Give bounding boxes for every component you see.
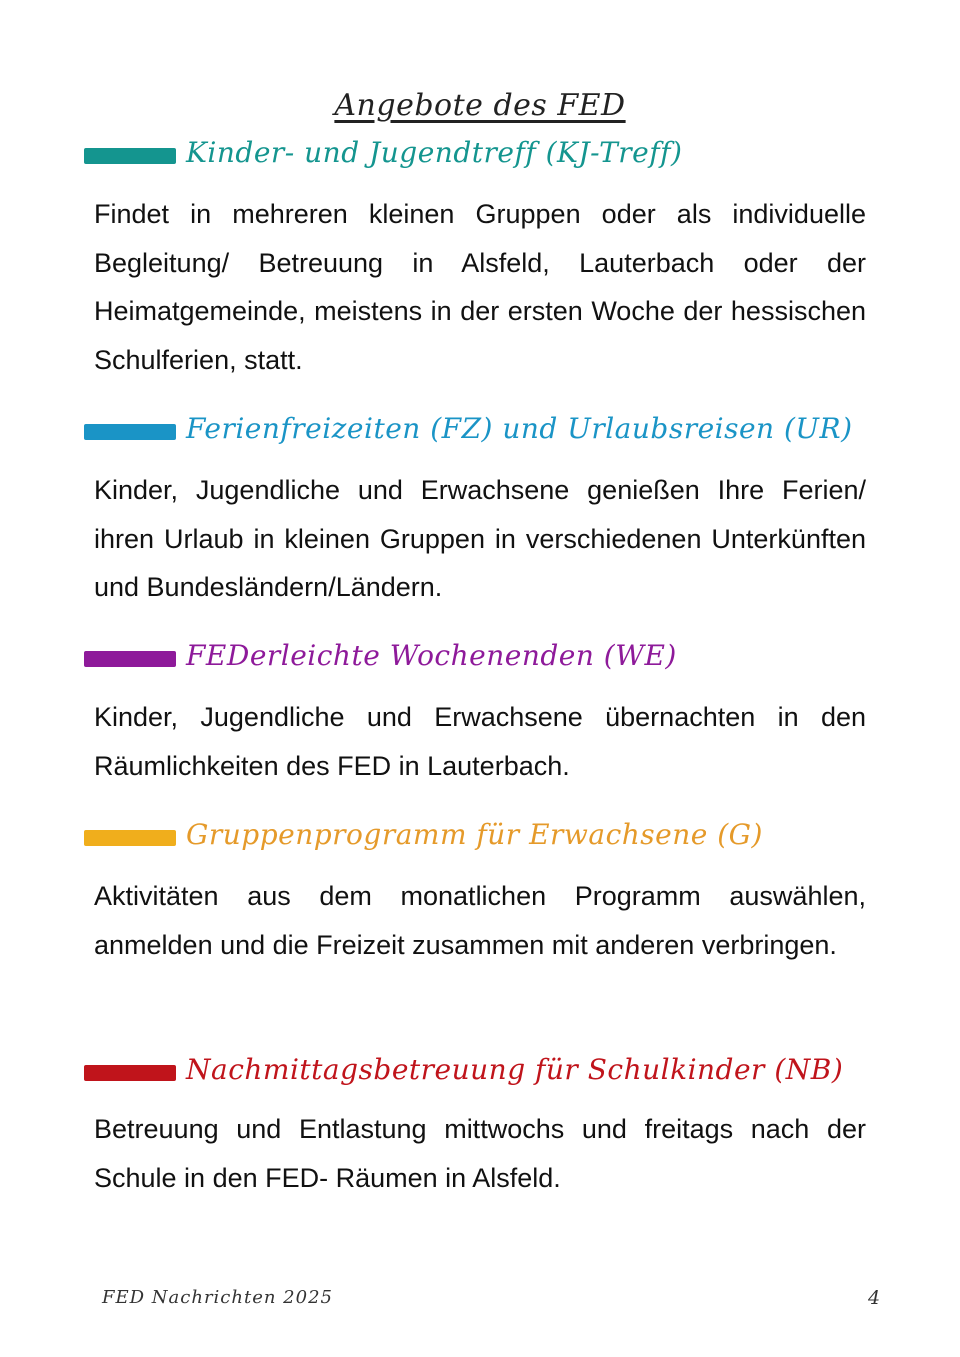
section-color-bar	[84, 148, 176, 164]
section-kj-treff-header	[84, 136, 884, 176]
section-color-bar	[84, 830, 176, 846]
section-nachmittag-header	[84, 1053, 884, 1093]
section-gruppen-header	[84, 818, 884, 858]
footer-publication: FED Nachrichten 2025	[102, 1287, 333, 1308]
section-paragraph: Aktivitäten aus dem monatlichen Programm auswählen, anmelden und die Freizeit zusammen mit anderen verbringen.	[94, 881, 866, 960]
section-heading: Nachmittagsbetreuung für Schulkinder (NB)	[186, 1053, 844, 1086]
section-heading: FEDerleichte Wochenenden (WE)	[186, 639, 677, 672]
section-paragraph: Findet in mehreren kleinen Gruppen oder als individuelle Begleitung/ Betreuung in Alsfeld, Lauterbach oder der Heimatgemeinde, meistens in der ersten Woche der hessischen Schulferien, statt.	[94, 199, 866, 375]
page-title: Angebote des FED	[334, 88, 626, 123]
section-color-bar	[84, 651, 176, 667]
section-wochenenden-header	[84, 639, 884, 679]
section-color-bar	[84, 424, 176, 440]
section-color-bar	[84, 1065, 176, 1081]
section-heading: Gruppenprogramm für Erwachsene (G)	[186, 818, 763, 851]
section-paragraph: Kinder, Jugendliche und Erwachsene genießen Ihre Ferien/ ihren Urlaub in kleinen Gruppen in verschiedenen Unterkünften und Bundesländern/Ländern.	[94, 475, 866, 602]
section-paragraph: Kinder, Jugendliche und Erwachsene übernachten in den Räumlichkeiten des FED in Lauterbach.	[94, 702, 866, 781]
page-number: 4	[868, 1287, 881, 1309]
section-ferien-header	[84, 412, 884, 452]
section-paragraph: Betreuung und Entlastung mittwochs und freitags nach der Schule in den FED- Räumen in Alsfeld.	[94, 1114, 866, 1193]
section-heading: Kinder- und Jugendtreff (KJ-Treff)	[186, 136, 683, 169]
section-heading: Ferienfreizeiten (FZ) und Urlaubsreisen (UR)	[186, 412, 853, 445]
